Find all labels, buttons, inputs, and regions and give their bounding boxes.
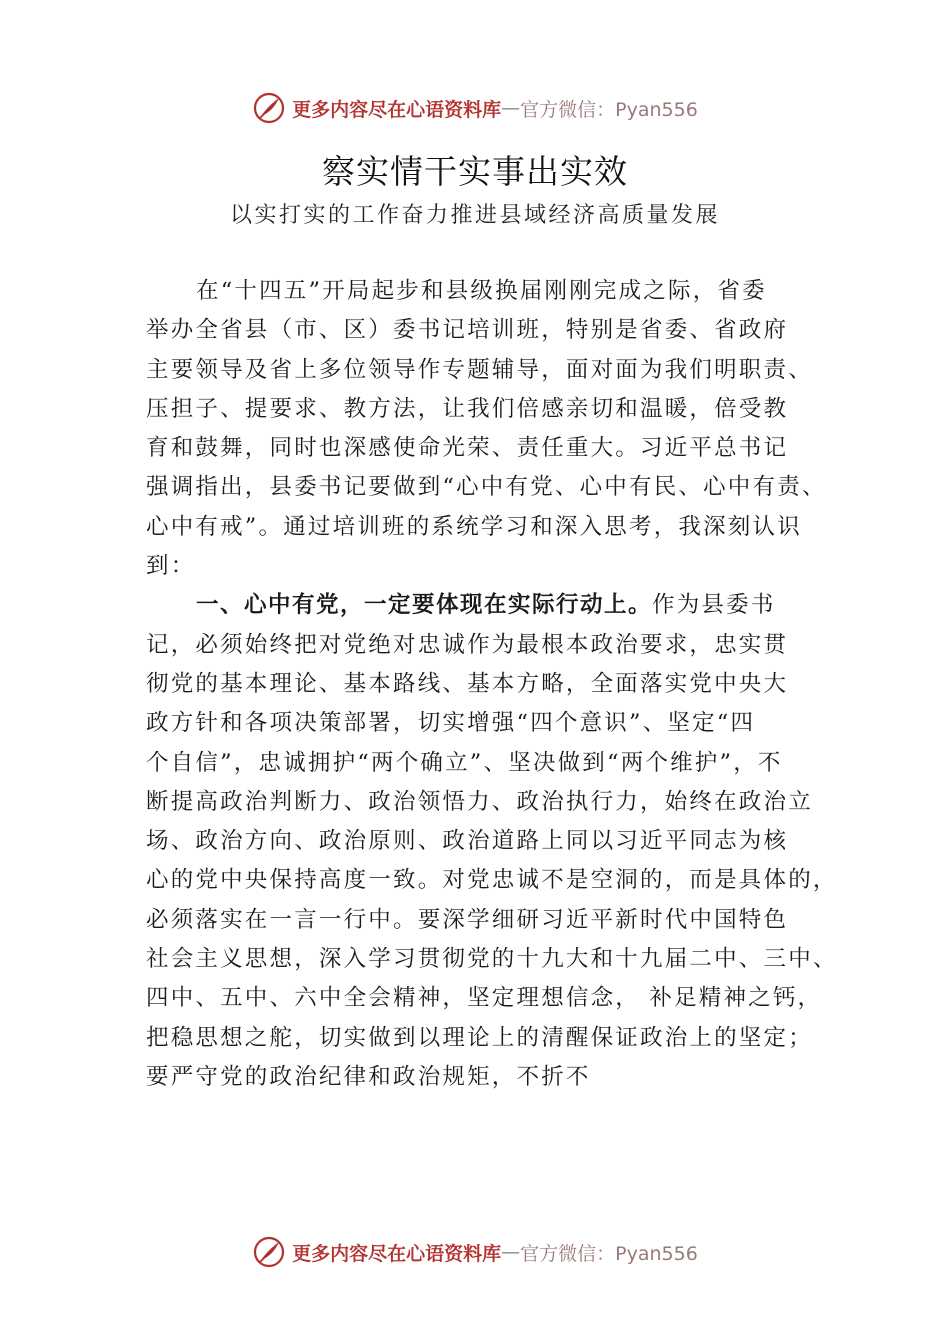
footer-watermark (0, 1232, 950, 1272)
watermark-contact: 官方微信：Pyan556 (520, 1242, 698, 1265)
body-line: 心的党中央保持高度一致。对党忠诚不是空洞的，而是具体的， (146, 867, 838, 894)
body-line: 断提高政治判断力、政治领悟力、政治执行力，始终在政治立 (146, 788, 813, 815)
body-line: 社会主义思想，深入学习贯彻党的十九大和十九届二中、三中、 (146, 946, 838, 973)
body-line: 个自信”，忠诚拥护“两个确立”、坚决做到“两个维护”，不 (146, 749, 783, 776)
body-line: 把稳思想之舵，切实做到以理论上的清醒保证政治上的坚定； (146, 1024, 813, 1051)
watermark-brand: 更多内容尽在心语资料库 (292, 98, 502, 121)
body-line: 到： (146, 553, 196, 580)
document-title: 察实情干实事出实效 (322, 152, 628, 191)
watermark-dash: — (501, 97, 521, 119)
watermark-dash: — (501, 1241, 521, 1263)
body-line: 举办全省县（市、区）委书记培训班，特别是省委、省政府 (146, 317, 789, 344)
body-line: 政方针和各项决策部署，切实增强“四个意识”、坚定“四 (146, 710, 756, 737)
watermark-contact: 官方微信：Pyan556 (520, 98, 698, 121)
document-subtitle: 以实打实的工作奋力推进县域经济高质量发展 (229, 203, 720, 228)
body-line: 压担子、提要求、教方法，让我们倍感亲切和温暖，倍受教 (146, 395, 789, 422)
body-line: 记，必须始终把对党绝对忠诚作为最根本政治要求，忠实贯 (146, 631, 789, 658)
body-line: 要严守党的政治纪律和政治规矩，不折不 (146, 1063, 591, 1090)
watermark-brand: 更多内容尽在心语资料库 (292, 1242, 502, 1265)
body-line: 主要领导及省上多位领导作专题辅导，面对面为我们明职责、 (146, 356, 813, 383)
document-body (146, 272, 866, 1097)
body-line: 彻党的基本理论、基本路线、基本方略，全面落实党中央大 (146, 670, 789, 697)
body-line: 强调指出，县委书记要做到“心中有党、心中有民、心中有责、 (146, 474, 827, 501)
section-lead-text: 作为县委书 (652, 592, 776, 619)
body-line: 四中、五中、六中全会精神，坚定理想信念， 补足精神之钙， (146, 985, 823, 1012)
body-line: 场、政治方向、政治原则、政治道路上同以习近平同志为核 (146, 828, 789, 855)
body-line: 必须落实在一言一行中。要深学细研习近平新时代中国特色 (146, 906, 789, 933)
feather-quill-logo-icon (252, 1235, 286, 1269)
feather-quill-logo-icon (252, 91, 286, 125)
section-heading: 一、心中有党，一定要体现在实际行动上。 (196, 592, 653, 619)
body-line: 心中有戒”。通过培训班的系统学习和深入思考，我深刻认识 (146, 513, 802, 540)
body-line: 育和鼓舞，同时也深感使命光荣、责任重大。习近平总书记 (146, 435, 789, 462)
body-line: 在“十四五”开局起步和县级换届刚刚完成之际，省委 (196, 278, 767, 304)
header-watermark (0, 88, 950, 128)
section-heading-line (146, 586, 866, 625)
